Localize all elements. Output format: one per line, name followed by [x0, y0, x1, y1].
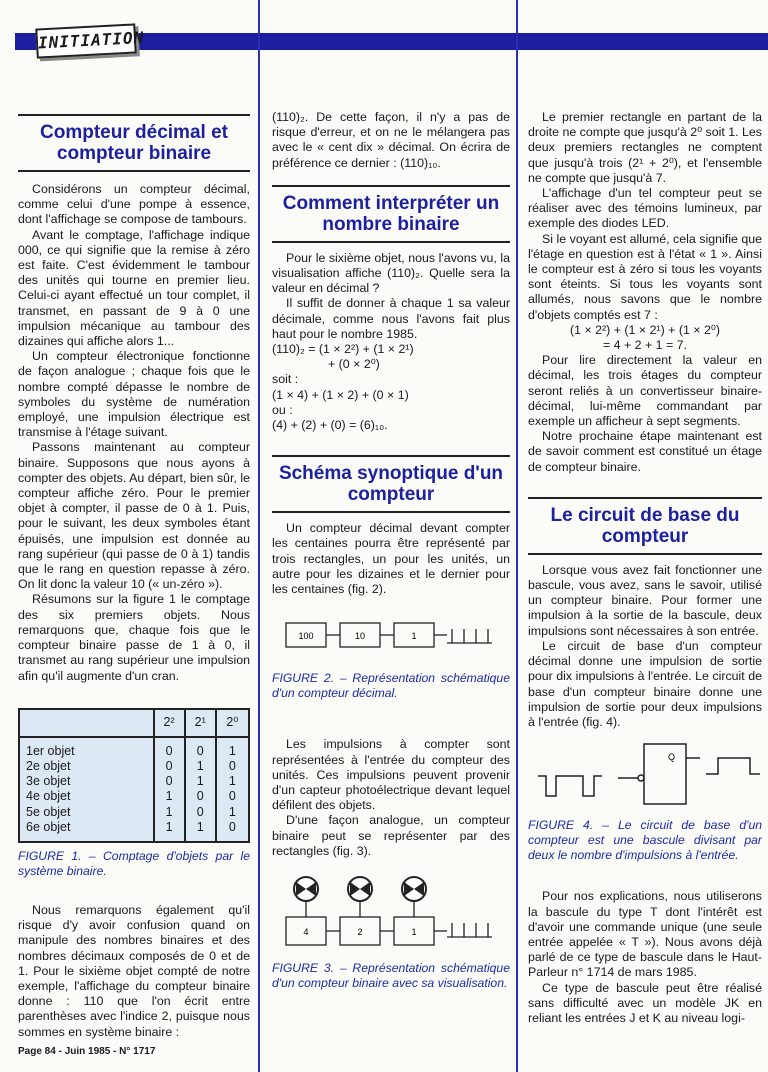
figure-1-caption: FIGURE 1. – Comptage d'objets par le système binaire.	[18, 848, 250, 878]
heading: Schéma synoptique d'un compteur	[278, 463, 504, 506]
lamp-icon	[402, 877, 426, 901]
table-cell: 5e objet	[26, 804, 71, 819]
paragraph: Un compteur décimal devant compter les centaines pourra être représenté par trois rectangles, un pour les unités, un autre pour les dizaines et le dernier pour les centaines (fig. 2).	[272, 521, 510, 597]
figure-2-diagram	[272, 611, 510, 661]
figure-3-caption: FIGURE 3. – Représentation schématique d'un compteur binaire avec sa visualisation.	[272, 961, 510, 991]
figure-4-caption: FIGURE 4. – Le circuit de base d'un compteur est une bascule divisant par deux le nombre d'impulsions à l'entrée.	[528, 818, 762, 863]
svg-text:4: 4	[303, 927, 309, 938]
column-divider	[516, 0, 518, 1072]
table-cell: 1	[216, 774, 249, 789]
table-cell: 0	[154, 759, 185, 774]
table-cell: 1	[154, 805, 185, 820]
heading: Compteur décimal et compteur binaire	[40, 122, 228, 164]
paragraph: Le premier rectangle en partant de la droite ne compte que jusqu'à 2⁰ soit 1. Les deux premiers rectangles ne comptent que jusqu'à trois (2¹ + 2⁰), et l'ensemble ne compte que jusqu'à 7.	[528, 110, 762, 185]
figure-1-table: 2² 2¹ 2⁰ 1er objet 0 0 1 2e objet 0 1 0 3e objet 0 1 1 4e objet 1 0 0 5e objet 1 0 1 6e objet 1 1 0	[18, 708, 250, 843]
paragraph: Considérons un compteur décimal, comme celui d'une pompe à essence, dont l'affichage se compose de tambours.	[18, 182, 250, 227]
box-label: 10	[354, 631, 366, 642]
paragraph: Le circuit de base d'un compteur décimal donne une impulsion de sortie pour dix impulsions à l'entrée. Le circuit de base d'un compteur binaire donne une impulsion de sortie pour deux impulsions à l'entrée (fig. 4).	[528, 638, 762, 729]
table-row	[19, 737, 249, 759]
column-3	[528, 110, 762, 1026]
table-row	[19, 789, 249, 804]
paragraph: Pour lire directement la valeur en décimal, les trois étages du compteur seront reliés à un convertisseur binaire-décimal, lui-même commandant par exemple un afficheur à sept segments.	[528, 353, 762, 429]
table-cell: 6e objet	[26, 819, 71, 834]
figure-4-diagram	[528, 738, 762, 808]
formula: (110)₂ = (1 × 2²) + (1 × 2¹) + (0 × 2⁰) soit : (1 × 4) + (1 × 2) + (0 × 1) ou : (4) + (2) + (0) = (6)₁₀.	[272, 342, 414, 433]
table-cell: 0	[154, 774, 185, 789]
heading: Comment interpréter un nombre binaire	[282, 192, 500, 235]
column-1	[18, 110, 250, 1040]
table-cell: 1er objet	[26, 743, 75, 758]
paragraph: Il suffit de donner à chaque 1 sa valeur décimale, comme nous l'avons fait plus haut pour le nombre 1985.	[272, 296, 510, 341]
page-footer: Page 84 - Juin 1985 - N° 1717	[18, 1046, 156, 1057]
table-cell: 1	[185, 820, 216, 842]
svg-text:1: 1	[411, 927, 417, 938]
paragraph: Lorsque vous avez fait fonctionner une bascule, vous avez, sans le savoir, utilisé un compteur binaire. Pour former une impulsion à la sortie de la bascule, deux impulsions sont nécessaires à son entrée.	[528, 562, 762, 638]
paragraph: (110)₂. De cette façon, il n'y a pas de risque d'erreur, et on ne le mélangera pas avec le « cent dix » décimal. On écrira de préférence ce dernier : (110)₁₀.	[272, 110, 510, 170]
column-2	[272, 110, 510, 991]
table-cell: 0	[185, 737, 216, 759]
paragraph: D'une façon analogue, un compteur binaire peut se représenter par des rectangles (fig. 3).	[272, 813, 510, 858]
paragraph: Les impulsions à compter sont représentées à l'entrée du compteur des unités. Ces impulsions peuvent provenir d'un capteur photoélectrique devant lequel défilent des objets.	[272, 737, 510, 813]
table-cell: 1	[154, 820, 185, 842]
box-label: 100	[298, 631, 314, 642]
table-cell: 1	[185, 774, 216, 789]
paragraph: Un compteur électronique fonctionne de façon analogue ; chaque fois que le nombre compté dépasse le nombre de symboles du système de numération employé, une impulsion électrique est transmise à l'étage suivant.	[18, 349, 250, 440]
paragraph: Si le voyant est allumé, cela signifie que l'étage en question est à l'état « 1 ». Ainsi le compteur est à zéro si tous les voyants sont éteints. Si tous les voyants sont allumés, nous savons que le nombre d'objets comptés est 7 :	[528, 231, 762, 322]
paragraph: Nous remarquons également qu'il risque d'y avoir confusion quand on manipule des nombres binaires et des nombres décimaux composés de 0 et de 1. Pour le sixième objet compté de notre exemple, l'affichage du compteur binaire donne : 110 que l'on écrit entre parenthèses avec l'indice 2, puisque nous sommes en système binaire :	[18, 902, 250, 1039]
table-row	[19, 820, 249, 842]
table-cell: 1	[185, 759, 216, 774]
table-cell: 0	[154, 737, 185, 759]
column-divider	[258, 0, 260, 1072]
lamp-icon	[294, 877, 318, 901]
lamp-icon	[348, 877, 372, 901]
table-cell: 1	[154, 789, 185, 804]
svg-text:2: 2	[357, 927, 363, 938]
table-cell: 0	[216, 820, 249, 842]
table-cell: 4e objet	[26, 789, 71, 804]
paragraph: Notre prochaine étape maintenant est de savoir comment est constitué un étage de compteur binaire.	[528, 429, 762, 474]
box-label: 1	[411, 631, 417, 642]
paragraph: Ce type de bascule peut être réalisé sans difficulté avec un modèle JK en reliant les entrées J et K au niveau logi-	[528, 980, 762, 1025]
paragraph: Résumons sur la figure 1 le comptage des six premiers objets. Nous remarquons que, chaque fois que le compteur binaire passe de 1 à 0, il transmet au rang supérieur une impulsion afin qu'il augmente d'un cran.	[18, 592, 250, 683]
table-row	[19, 759, 249, 774]
paragraph: Pour nos explications, nous utiliserons la bascule du type T dont l'intérêt est d'avoir une commande unique (une seule entrée appelée « T »). Nous avons déjà parlé de ce type de bascule dans le Haut-Parleur n° 1714 de mars 1985.	[528, 889, 762, 980]
table-cell: 0	[185, 805, 216, 820]
table-row	[19, 805, 249, 820]
table-cell: 0	[216, 789, 249, 804]
paragraph: Passons maintenant au compteur binaire. Supposons que nous ayons à compter des objets. Au départ, bien sûr, le compteur affiche zéro. Pour le premier objet à compter, il passe de 0 à 1. Puis, pour le suivant, les deux symboles étant épuisés, une impulsion est donnée au rang supérieur (qui passe de 0 à 1) tandis que le rang en question repasse à zéro. On lit donc la valeur 10 (« un-zéro »).	[18, 440, 250, 592]
figure-2-caption: FIGURE 2. – Représentation schématique d'un compteur décimal.	[272, 671, 510, 701]
paragraph: Avant le comptage, l'affichage indique 000, ce qui signifie que la remise à zéro est faite. C'est évidemment le tambour des unités qui tourne en premier lieu. Celui-ci ayant effectué un tour complet, il transmet, en passant de 9 à 0 une impulsion mécanique au tambour des dizaines qui affiche alors 1...	[18, 227, 250, 349]
table-cell: 0	[185, 789, 216, 804]
table-row	[19, 774, 249, 789]
table-cell: 1	[216, 805, 249, 820]
table-cell: 3e objet	[26, 774, 71, 789]
formula: (1 × 2²) + (1 × 2¹) + (1 × 2⁰) = 4 + 2 + 1 = 7.	[570, 322, 720, 353]
heading: Le circuit de base du compteur	[550, 504, 740, 547]
paragraph: Pour le sixième objet, nous l'avons vu, la visualisation affiche (110)₂. Quelle sera la valeur en décimal ?	[272, 250, 510, 296]
section-tag: INITIATION	[35, 23, 136, 58]
svg-text:Q: Q	[668, 752, 676, 763]
table-cell: 0	[216, 759, 249, 774]
table-cell: 2e objet	[26, 758, 71, 773]
table-cell: 1	[216, 737, 249, 759]
figure-3-diagram	[272, 871, 510, 951]
paragraph: L'affichage d'un tel compteur peut se réaliser avec des témoins lumineux, par exemple des diodes LED.	[528, 186, 762, 231]
